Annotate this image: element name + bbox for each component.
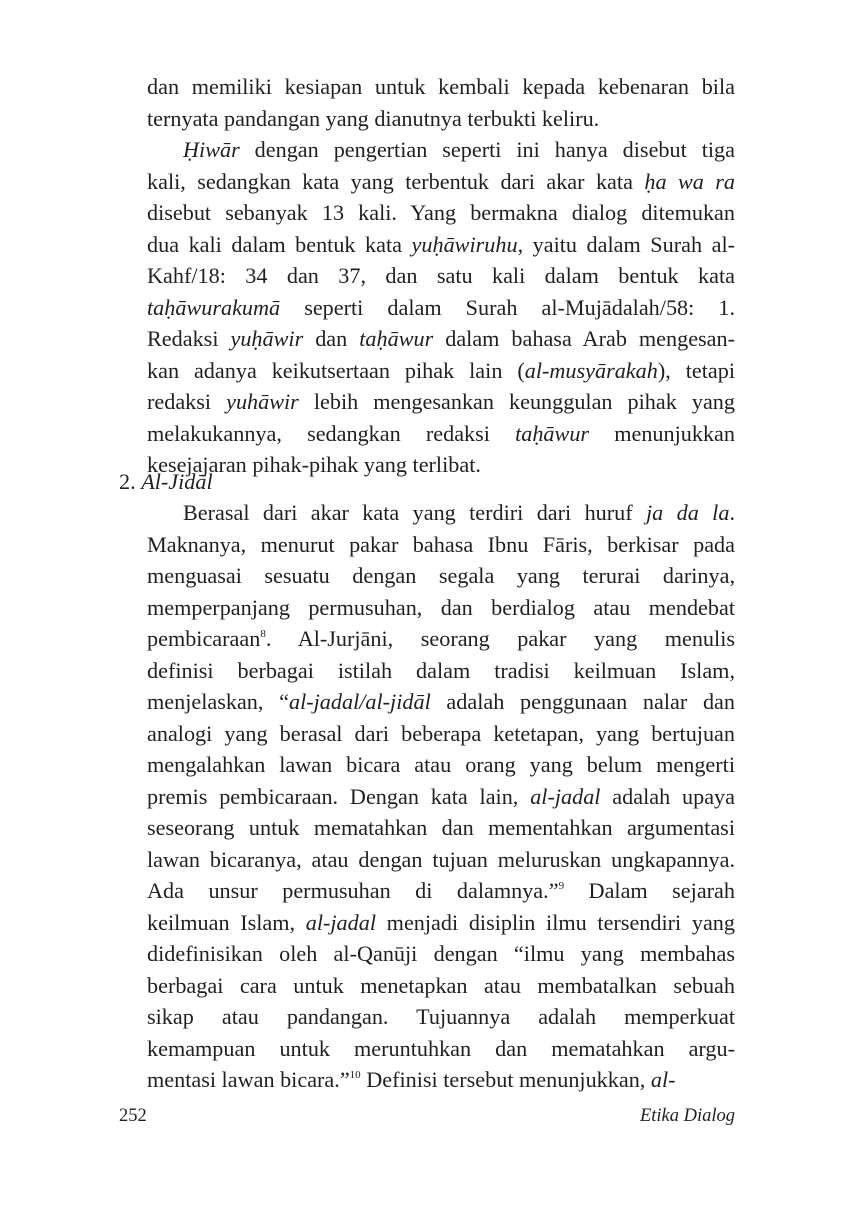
- text-run: kemampuan untuk meruntuhkan dan mematahkan argu-: [147, 1035, 735, 1061]
- text-run: Dalam sejarah: [564, 878, 735, 903]
- text-run: analogi yang berasal dari beberapa ketetapan, yang bertujuan: [147, 720, 735, 746]
- text-run: seperti dalam Surah al-Mujādalah/58: 1.: [280, 294, 735, 320]
- italic-term: yuhāwir: [226, 389, 299, 414]
- text-line: [147, 623, 735, 655]
- text-run: menunjukkan: [589, 420, 735, 446]
- text-line: [147, 1033, 735, 1065]
- italic-term: yuḥāwiruhu: [411, 231, 518, 257]
- text-line: [147, 197, 735, 229]
- italic-term: yuḥāwir: [230, 326, 304, 351]
- section-title: Al-Jidāl: [141, 469, 213, 494]
- text-line: [147, 718, 735, 750]
- text-run: mentasi lawan bicara.”: [147, 1067, 350, 1092]
- text-line: [147, 355, 735, 387]
- text-line: [147, 497, 735, 529]
- running-head: Etika Dialog: [639, 1106, 735, 1126]
- text-run: adalah upaya: [600, 783, 736, 809]
- text-run: seseorang untuk mematahkan dan mementahkan argumentasi: [147, 815, 735, 840]
- text-run: dan: [303, 326, 360, 351]
- text-run: .: [729, 500, 735, 525]
- text-line: dan memiliki kesiapan untuk kembali kepada kebenaran bila: [147, 74, 735, 99]
- text-run: Berasal dari akar kata yang terdiri dari huruf: [183, 500, 646, 525]
- text-run: disebut sebanyak 13 kali. Yang bermakna dialog ditemukan: [147, 200, 735, 225]
- text-run: menjadi disiplin ilmu tersendiri yang: [376, 909, 735, 935]
- text-line: [147, 844, 735, 876]
- footnote-ref: 10: [349, 1069, 361, 1081]
- text-line: [147, 166, 735, 198]
- text-run: Redaksi: [147, 326, 231, 351]
- italic-term: taḥāwur: [359, 326, 434, 351]
- text-line: [147, 449, 735, 481]
- text-line: [147, 1064, 735, 1096]
- footnote-ref: 8: [260, 628, 266, 640]
- text-line: [147, 560, 735, 592]
- text-run: , yaitu dalam Surah al-: [517, 231, 735, 257]
- text-line: [147, 323, 735, 355]
- italic-term: ja da la: [646, 500, 730, 525]
- paragraph-continued: [147, 71, 735, 134]
- text-line: [147, 229, 735, 261]
- italic-term: Ḥiwār: [183, 137, 240, 162]
- text-line: [147, 260, 735, 292]
- italic-term: al-jadal: [305, 909, 377, 935]
- text-run: premis pembicaraan. Dengan kata lain,: [147, 783, 531, 809]
- text-run: Kahf/18: 34 dan 37, dan satu kali dalam bentuk kata: [147, 263, 735, 288]
- text-run: melakukannya, sedangkan redaksi: [147, 420, 516, 446]
- text-run: menguasai sesuatu dengan segala yang terurai darinya,: [147, 563, 735, 588]
- text-line: [147, 529, 735, 561]
- text-run: definisi berbagai istilah dalam tradisi keilmuan Islam,: [147, 657, 735, 683]
- text-line: [147, 292, 735, 324]
- text-run: pembicaraan: [147, 626, 261, 651]
- paragraph-hiwar: [147, 134, 735, 481]
- page-number: 252: [119, 1106, 147, 1126]
- italic-term: ḥa wa ra: [644, 168, 735, 194]
- text-run: Ada unsur permusuhan di dalamnya.”: [147, 878, 559, 903]
- text-run: memperpanjang permusuhan, dan berdialog atau mendebat: [147, 594, 735, 620]
- text-run: adalah penggunaan nalar dan: [430, 689, 735, 714]
- section-heading: [119, 466, 213, 498]
- text-run: redaksi: [147, 389, 227, 414]
- text-line: [147, 686, 735, 718]
- text-run: Definisi tersebut menunjukkan,: [360, 1067, 651, 1092]
- text-run: Maknanya, menurut pakar bahasa Ibnu Fāris, berkisar pada: [147, 531, 735, 557]
- paragraph-jidal: [147, 497, 735, 1096]
- text-line: [147, 386, 735, 418]
- italic-term: taḥāwur: [515, 420, 590, 446]
- text-run: berbagai cara untuk menetapkan atau membatalkan sebuah: [147, 972, 735, 998]
- text-line: [147, 592, 735, 624]
- text-run: kesejajaran pihak-pihak yang terlibat.: [147, 452, 481, 477]
- text-run: dalam bahasa Arab mengesan-: [433, 326, 736, 351]
- text-run: . Al-Jurjāni, seorang pakar yang menulis: [265, 626, 735, 651]
- text-run: keilmuan Islam,: [147, 909, 306, 935]
- italic-term: al-jadal/al-jidāl: [288, 689, 431, 714]
- text-line: [147, 907, 735, 939]
- text-run: didefinisikan oleh al-Qanūji dengan “ilmu yang membahas: [147, 941, 735, 966]
- text-run: menjelaskan, “: [147, 689, 289, 714]
- text-run: lebih mengesankan keunggulan pihak yang: [298, 389, 735, 414]
- text-line: [147, 655, 735, 687]
- text-run: sikap atau pandangan. Tujuannya adalah memperkuat: [147, 1004, 735, 1029]
- text-line: [147, 134, 735, 166]
- italic-term: taḥāwurakumā: [147, 294, 281, 320]
- italic-term: al-jadal: [530, 783, 601, 809]
- text-run: kan adanya keikutsertaan pihak lain (: [147, 357, 525, 383]
- section-number: 2.: [119, 469, 136, 494]
- text-run: ), tetapi: [657, 357, 735, 383]
- text-line: [147, 418, 735, 450]
- text-line: [147, 812, 735, 844]
- footnote-ref: 9: [558, 880, 565, 892]
- text-line: [147, 781, 735, 813]
- text-line: [147, 938, 735, 970]
- text-run: dengan pengertian seperti ini hanya disebut tiga: [239, 137, 735, 162]
- text-line: ternyata pandangan yang dianutnya terbukti keliru.: [147, 105, 600, 131]
- text-line: [147, 1001, 735, 1033]
- text-run: lawan bicaranya, atau dengan tujuan meluruskan ungkapannya.: [147, 846, 735, 872]
- text-line: [147, 875, 735, 907]
- italic-term: al-: [650, 1067, 676, 1092]
- text-run: mengalahkan lawan bicara atau orang yang belum mengerti: [147, 752, 735, 777]
- italic-term: al-musyārakah: [524, 357, 658, 383]
- text-run: dua kali dalam bentuk kata: [147, 231, 412, 257]
- text-line: [147, 970, 735, 1002]
- text-line: [147, 749, 735, 781]
- text-run: kali, sedangkan kata yang terbentuk dari akar kata: [147, 168, 645, 194]
